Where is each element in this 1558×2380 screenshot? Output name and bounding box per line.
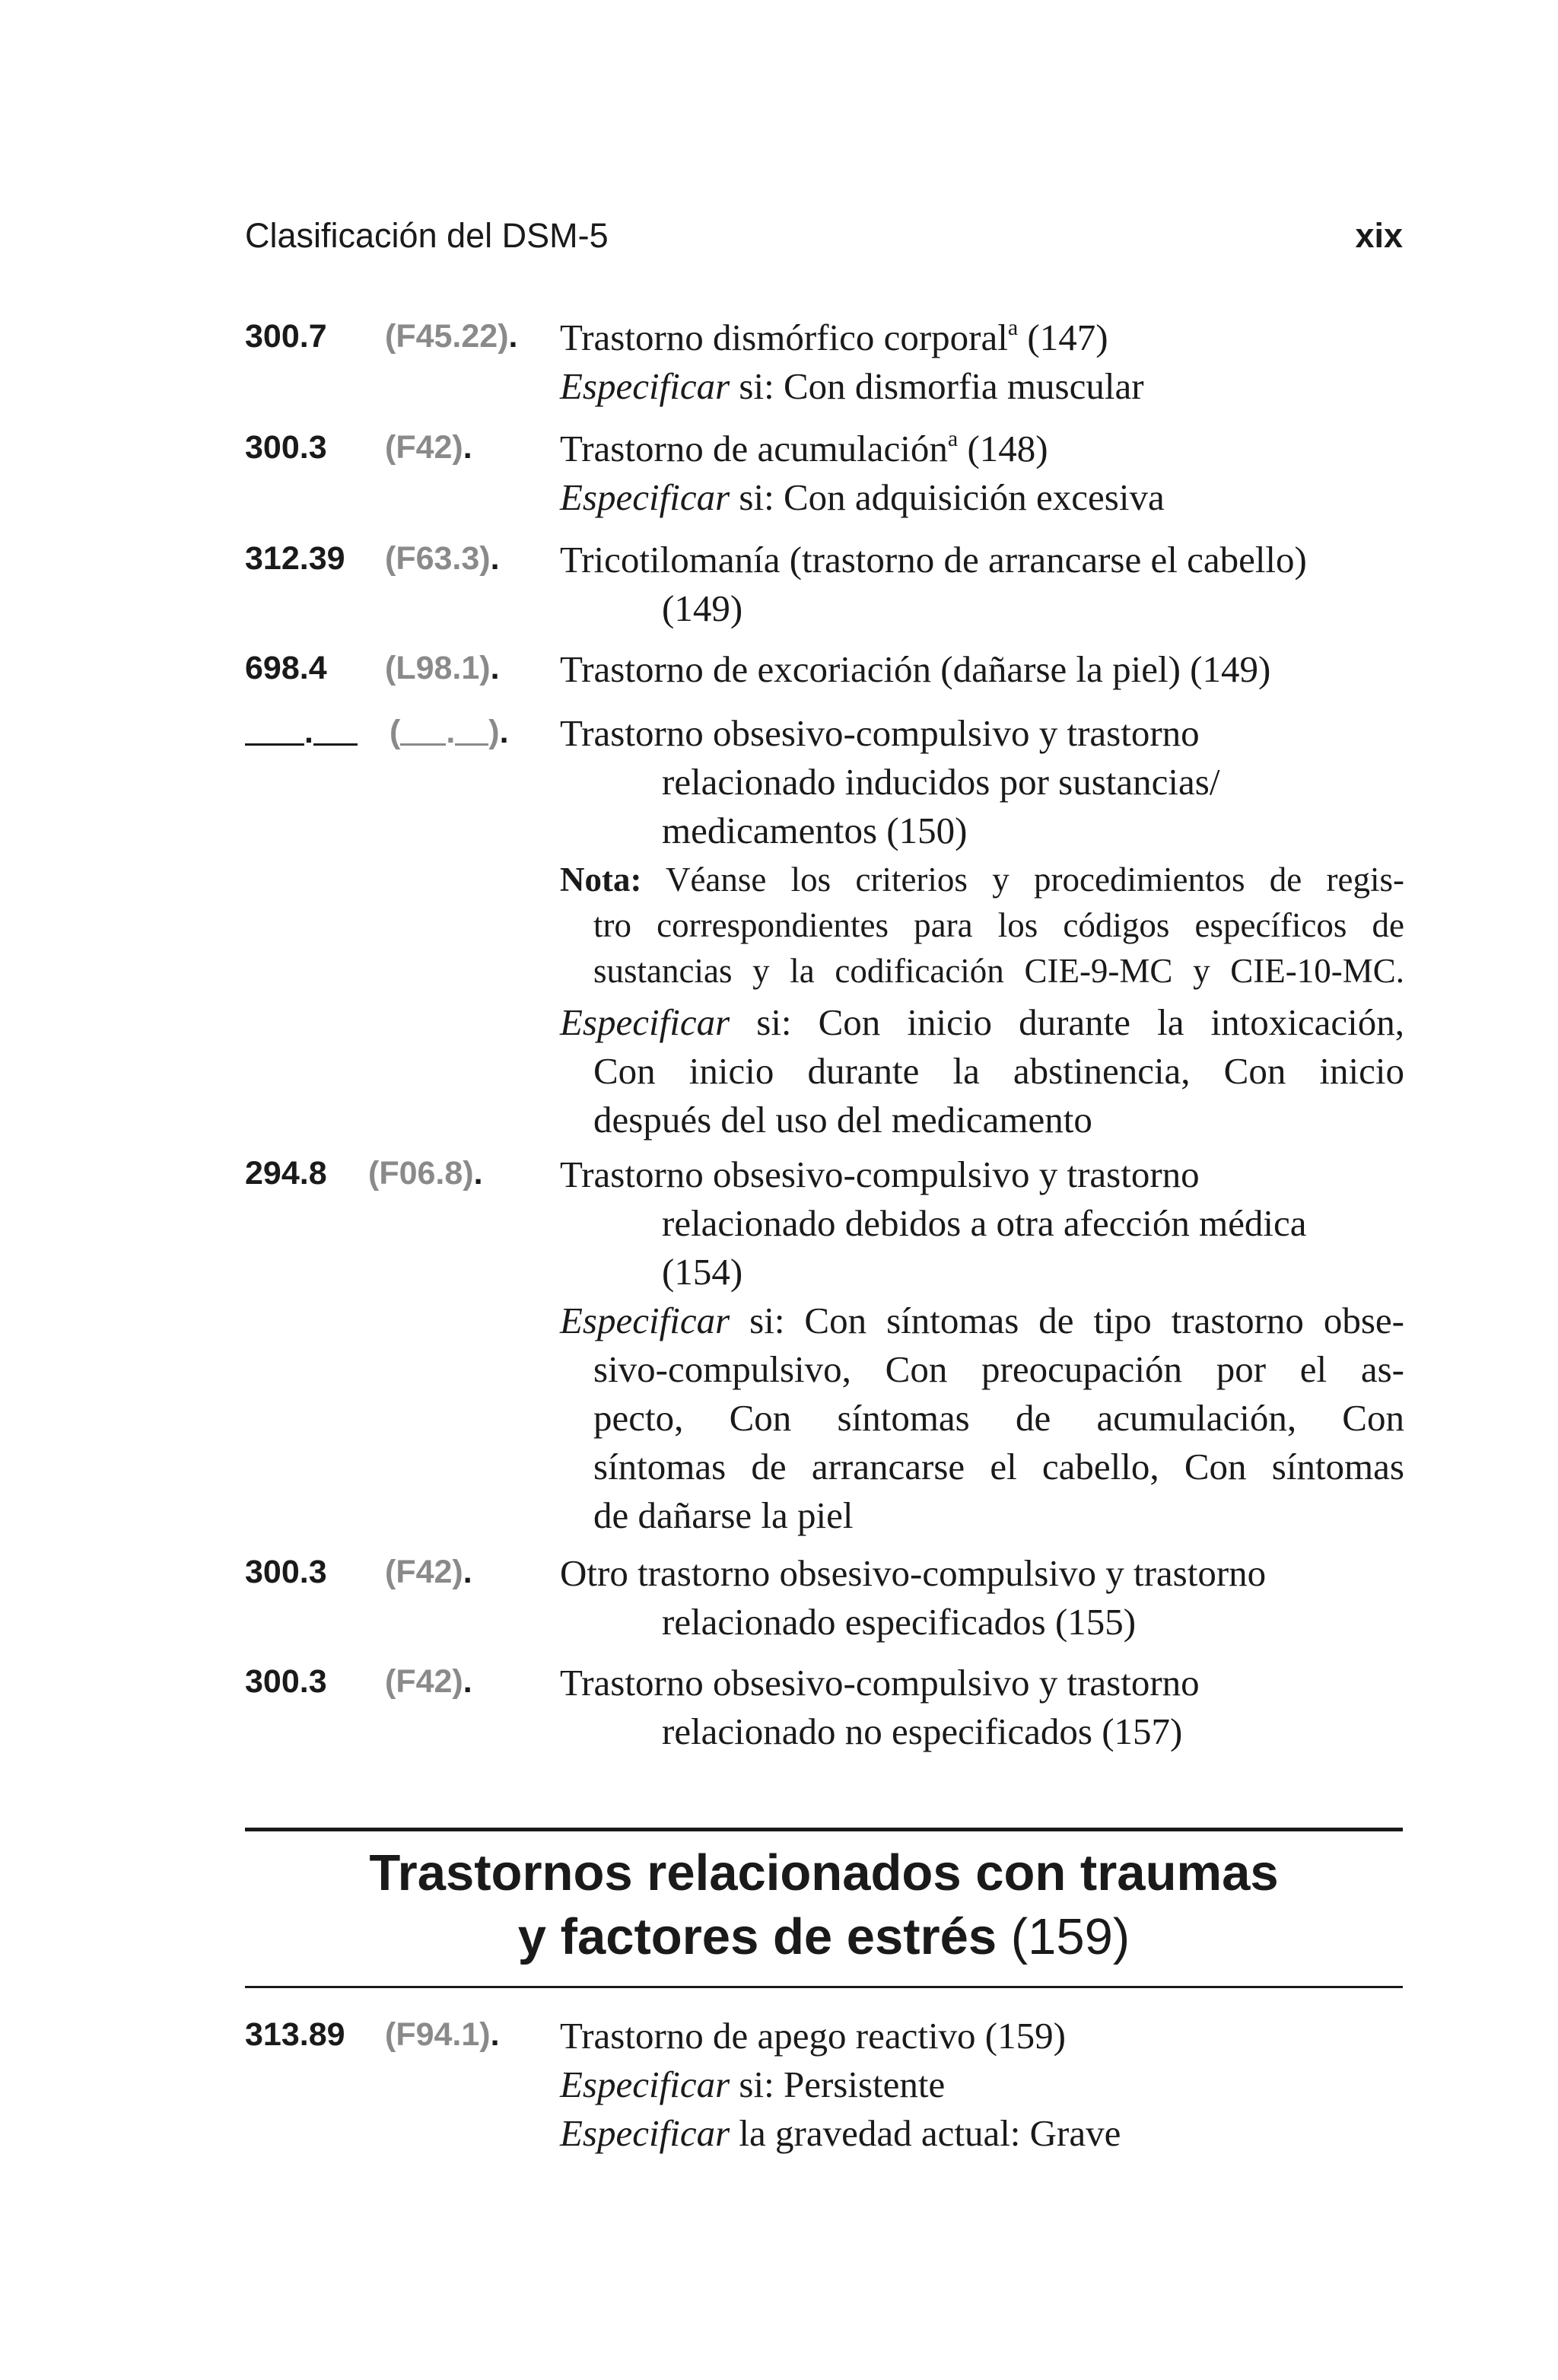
specifier-line [560,473,1404,522]
specifier-label: Especificar [560,2112,730,2154]
dsm-code: 300.3 [245,1663,327,1700]
icd-code-punct: . [463,429,472,466]
icd-code-value: (F06.8) [368,1155,474,1192]
icd-close-paren: ) [488,714,500,750]
dsm-code: 300.3 [245,429,327,466]
entry-line: Tricotilomanía (trastorno de arrancarse el cabello) [560,539,1307,581]
entry-line: relacionado debidos a otra afección médica [662,1202,1307,1244]
specifier-line: pecto, Con síntomas de acumulación, Con [593,1397,1404,1439]
specifier-line [560,1297,1404,1345]
icd-blank-field [400,718,446,746]
entry-text [560,2012,1404,2158]
specifier-text: la gravedad actual: Grave [730,2112,1121,2154]
entry-line: (149) [662,587,743,629]
specifier-text: si: Con inicio durante la intoxicación, [730,1001,1404,1043]
icd-code [385,429,472,466]
entry-line: relacionado especificados (155) [662,1601,1137,1643]
note-line [560,857,1404,902]
section-top-rule [245,1828,1403,1831]
specifier-text: si: Con adquisición excesiva [730,476,1165,518]
specifier-line: de dañarse la piel [593,1494,854,1536]
dsm-code: 300.7 [245,318,327,355]
icd-open-paren: ( [390,714,401,750]
running-header [245,216,1403,265]
entry-line: Trastorno obsesivo-compulsivo y trastorno [560,712,1200,754]
icd-blank-field [455,718,488,746]
footnote-marker: a [1007,315,1019,340]
specifier-line [560,2060,1404,2109]
note-line: tro correspondientes para los códigos específicos de [593,906,1404,944]
footnote-marker: a [947,426,959,451]
running-header-title: Clasificación del DSM-5 [245,216,609,255]
specifier-line: sivo-compulsivo, Con preocupación por el as- [593,1348,1404,1390]
icd-code-value: (L98.1) [385,650,491,686]
icd-code [385,650,500,687]
entry-page-ref: (147) [1018,317,1108,358]
dsm-code: 300.3 [245,1554,327,1590]
icd-code-punct: . [463,1554,472,1590]
entry-line-text: Trastorno dismórfico corporal [560,317,1008,358]
icd-code-blank [390,714,509,751]
icd-code-value: (F42) [385,1663,463,1700]
specifier-label: Especificar [560,365,730,407]
icd-code [385,1663,472,1701]
icd-code-value: (F42) [385,1554,463,1590]
icd-code-punct: . [490,650,500,686]
icd-code-value: (F94.1) [385,2016,491,2053]
specifier-line [560,362,1404,411]
icd-code-punct: . [508,318,518,355]
dsm-code-blank [245,714,358,751]
specifier-block [560,998,1404,1144]
icd-code [368,1155,483,1192]
note-label: Nota: [560,861,642,899]
specifier-text: si: Con dismorfia muscular [730,365,1144,407]
entry-line: relacionado no especificados (157) [662,1710,1183,1752]
specifier-block [560,1297,1404,1540]
specifier-text: si: Persistente [730,2063,946,2105]
code-blank-field [313,718,358,746]
specifier-line [560,2109,1404,2158]
entry-text [560,709,1404,1144]
icd-code-value: (F63.3) [385,540,491,577]
section-heading-line: Trastornos relacionados con traumas [369,1844,1279,1901]
entry-text [560,313,1404,411]
code-blank-field [245,718,304,746]
dsm-code: 312.39 [245,540,345,577]
dsm-code: 294.8 [245,1155,327,1192]
entry-line-text: Trastorno de acumulación [560,428,948,469]
entry-text [560,536,1404,633]
entry-line: medicamentos (150) [662,810,968,851]
entry-page-ref: (148) [958,428,1048,469]
entry-text [560,1659,1404,1756]
entry-text [560,645,1404,694]
page-number: xix [1355,216,1403,255]
icd-code-punct: . [463,1663,472,1700]
dsm-code: 698.4 [245,650,327,686]
specifier-label: Especificar [560,1001,730,1043]
section-page-ref: (159) [1010,1908,1130,1965]
entry-line: (154) [662,1251,743,1293]
icd-blank-separator: . [446,714,456,750]
note-text: Véanse los criterios y procedimientos de regis- [641,861,1404,899]
section-bottom-rule [245,1986,1403,1988]
icd-code-punct: . [490,540,500,577]
specifier-label: Especificar [560,476,730,518]
dsm-code: 313.89 [245,2016,345,2053]
specifier-label: Especificar [560,2063,730,2105]
entry-line: Otro trastorno obsesivo-compulsivo y trastorno [560,1552,1267,1594]
specifier-line: Con inicio durante la abstinencia, Con inicio [593,1050,1404,1092]
entry-line: Trastorno obsesivo-compulsivo y trastorno [560,1662,1200,1704]
icd-code [385,2016,500,2054]
specifier-line: después del uso del medicamento [593,1099,1092,1141]
icd-code-value: (F45.22) [385,318,509,355]
icd-code [385,1554,472,1591]
section-heading-text: y factores de estrés [517,1908,1011,1965]
specifier-line [560,998,1404,1047]
entry-line: Trastorno de excoriación (dañarse la piel) (149) [560,648,1271,690]
entry-line: Trastorno obsesivo-compulsivo y trastorno [560,1153,1200,1195]
icd-code [385,318,517,355]
icd-code [385,540,500,578]
icd-code-punct: . [499,714,509,750]
icd-code-value: (F42) [385,429,463,466]
entry-line: Trastorno de apego reactivo (159) [560,2015,1066,2057]
specifier-label: Especificar [560,1300,730,1341]
entry-line: relacionado inducidos por sustancias/ [662,761,1220,803]
entry-text [560,425,1404,522]
entry-line [560,425,1404,473]
icd-code-punct: . [473,1155,483,1192]
section-heading [245,1841,1403,1969]
entry-text [560,1150,1404,1540]
specifier-text: si: Con síntomas de tipo trastorno obse- [730,1300,1404,1341]
note-block [560,857,1404,994]
icd-code-punct: . [490,2016,500,2053]
code-blank-separator: . [304,714,313,750]
note-line: sustancias y la codificación CIE-9-MC y CIE-10-MC. [593,952,1404,990]
specifier-line: síntomas de arrancarse el cabello, Con síntomas [593,1446,1404,1488]
entry-text [560,1549,1404,1647]
section-heading-line [245,1905,1403,1969]
entry-line [560,313,1404,362]
